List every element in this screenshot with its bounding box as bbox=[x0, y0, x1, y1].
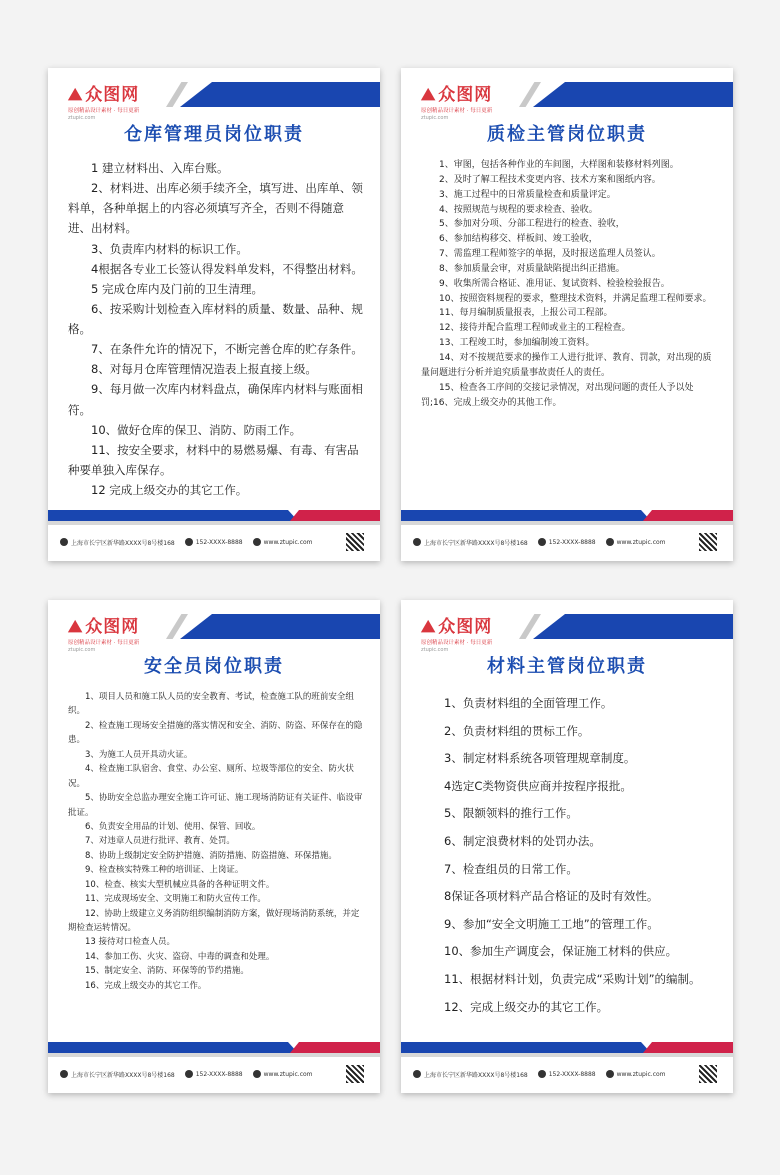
qr-code-icon bbox=[699, 533, 717, 551]
duty-item: 2、材料进、出库必须手续齐全，填写进、出库单、领料单，各种单据上的内容必须填写齐全，否则不得随意进、出材料。 bbox=[68, 181, 363, 236]
brand-site: ztupic.com bbox=[421, 647, 449, 653]
header-stripe-blue bbox=[533, 82, 733, 107]
header-stripe-grey bbox=[519, 614, 541, 639]
duty-item: 10、做好仓库的保卫、消防、防雨工作。 bbox=[91, 422, 302, 437]
duty-item: 11、完成现场安全、文明施工和防火宣传工作。 bbox=[85, 894, 266, 905]
duty-list bbox=[68, 158, 366, 500]
footer-stripe-blue bbox=[401, 510, 651, 521]
duty-item: 7、在条件允许的情况下，不断完善仓库的贮存条件。 bbox=[91, 342, 363, 357]
duty-list bbox=[421, 158, 719, 410]
phone-icon bbox=[185, 538, 193, 546]
duty-item: 3、制定材料系统各项管理规章制度。 bbox=[444, 751, 636, 766]
duty-item: 4、检查施工队宿舍、食堂、办公室、厕所、垃圾等部位的安全、防火状况。 bbox=[68, 764, 354, 789]
duty-item: 12、协助上级建立义务消防组织编制消防方案，做好现场消防系统，并定期检查运转情况。 bbox=[68, 908, 360, 933]
duty-item: 9、每月做一次库内材料盘点，确保库内材料与账面相符。 bbox=[68, 382, 363, 417]
duty-item: 5、协助安全总监办理安全施工许可证、施工现场消防证有关证件、临设审批证。 bbox=[68, 793, 363, 818]
duty-item: 12 完成上级交办的其它工作。 bbox=[91, 483, 248, 497]
footer-phone: 152-XXXX-8888 bbox=[548, 538, 596, 546]
duty-item: 5、限额领料的推行工作。 bbox=[444, 806, 578, 821]
footer-stripe-blue bbox=[401, 1042, 651, 1053]
brand-site: ztupic.com bbox=[421, 115, 449, 121]
safety-officer-poster bbox=[48, 600, 380, 1093]
warehouse-manager-poster bbox=[48, 68, 380, 561]
brand-tagline: 原创精品设计素材 · 每日更新 bbox=[68, 108, 140, 114]
duty-item: 8、协助上级制定安全防护措施、消防措施、防盗措施、环保措施。 bbox=[85, 850, 337, 861]
footer-website: www.ztupic.com bbox=[263, 1070, 313, 1078]
qc-supervisor-poster bbox=[401, 68, 733, 561]
duty-item: 9、参加“安全文明施工工地”的管理工作。 bbox=[444, 916, 659, 931]
location-icon bbox=[413, 538, 421, 546]
duty-list bbox=[421, 690, 719, 1021]
footer-website: www.ztupic.com bbox=[616, 538, 666, 546]
location-icon bbox=[60, 538, 68, 546]
duty-item: 12、接待并配合监理工程师或业主的工程检查。 bbox=[439, 323, 631, 334]
footer-stripe-blue bbox=[48, 1042, 298, 1053]
footer-website: www.ztupic.com bbox=[616, 1070, 666, 1078]
poster-title: 安全员岗位职责 bbox=[144, 656, 284, 677]
duty-item: 9、检查核实特殊工种的培训证、上岗证。 bbox=[85, 865, 244, 876]
duty-item: 15、检查各工序间的交接记录情况，对出现问题的责任人予以处罚;16、完成上级交办的其他工作。 bbox=[421, 382, 694, 408]
logo-mark-icon: ⛰ bbox=[68, 85, 84, 105]
duty-item: 7、检查组员的日常工作。 bbox=[444, 861, 578, 876]
phone-icon bbox=[185, 1070, 193, 1078]
footer-phone: 152-XXXX-8888 bbox=[195, 538, 243, 546]
poster-title: 材料主管岗位职责 bbox=[487, 656, 647, 677]
brand-name: 众图网 bbox=[85, 85, 140, 105]
poster-title: 质检主管岗位职责 bbox=[487, 124, 647, 145]
brand-tagline: 原创精品设计素材 · 每日更新 bbox=[68, 640, 140, 646]
footer-stripe-red bbox=[643, 510, 733, 521]
duty-item: 7、需监理工程师签字的单据，及时报送监理人员签认。 bbox=[439, 249, 661, 260]
brand-site: ztupic.com bbox=[68, 647, 96, 653]
logo-mark-icon: ⛰ bbox=[68, 617, 84, 637]
duty-item: 4根据各专业工长签认得发料单发料，不得整出材料。 bbox=[91, 261, 363, 276]
footer-stripe-blue bbox=[48, 510, 298, 521]
header-stripe-grey bbox=[519, 82, 541, 107]
phone-icon bbox=[538, 538, 546, 546]
brand-name: 众图网 bbox=[438, 617, 493, 637]
brand-logo bbox=[421, 80, 492, 121]
brand-name: 众图网 bbox=[85, 617, 140, 637]
brand-name: 众图网 bbox=[438, 85, 493, 105]
duty-item: 5、参加对分项、分部工程进行的检查、验收， bbox=[439, 219, 625, 230]
duty-item: 7、对违章人员进行批评、教育、处罚。 bbox=[85, 836, 235, 847]
logo-mark-icon: ⛰ bbox=[421, 85, 437, 105]
brand-tagline: 原创精品设计素材 · 每日更新 bbox=[421, 640, 493, 646]
duty-item: 1、审图，包括各种作业的车间图，大样图和装修材料列图。 bbox=[439, 160, 679, 170]
logo-mark-icon: ⛰ bbox=[421, 617, 437, 637]
location-icon bbox=[413, 1070, 421, 1078]
duty-item: 12、完成上级交办的其它工作。 bbox=[444, 999, 609, 1014]
materials-supervisor-poster bbox=[401, 600, 733, 1093]
duty-item: 10、参加生产调度会，保证施工材料的供应。 bbox=[444, 944, 678, 959]
brand-site: ztupic.com bbox=[68, 115, 96, 121]
duty-item: 10、按照资料规程的要求，整理技术资料，并满足监理工程师要求。 bbox=[439, 293, 712, 304]
duty-item: 14、对不按规范要求的操作工人进行批评、教育、罚款，对出现的质量问题进行分析并追究质量事故责任人的责任。 bbox=[421, 352, 712, 378]
footer-contact bbox=[60, 1063, 364, 1085]
location-icon bbox=[60, 1070, 68, 1078]
duty-item: 8、对每月仓库管理情况造表上报直接上级。 bbox=[91, 362, 317, 377]
duty-item: 2、及时了解工程技术变更内容、技术方案和图纸内容。 bbox=[439, 174, 661, 185]
duty-item: 6、负责安全用品的计划、使用、保管、回收。 bbox=[85, 821, 261, 832]
poster-title: 仓库管理员岗位职责 bbox=[124, 124, 304, 145]
duty-item: 3、为施工人员开具动火证。 bbox=[85, 749, 193, 760]
duty-item: 15、制定安全、消防、环保等的节约措施。 bbox=[85, 966, 249, 977]
footer-stripe-red bbox=[643, 1042, 733, 1053]
duty-item: 8保证各项材料产品合格证的及时有效性。 bbox=[444, 889, 659, 904]
footer-address: 上海市长宁区新华路XXXX号8号楼168 bbox=[71, 1071, 175, 1079]
duty-item: 10、检查、核实大型机械应具备的各种证明文件。 bbox=[85, 879, 275, 890]
duty-item: 11、每月编制质量报表，上报公司工程部。 bbox=[439, 308, 613, 319]
footer-phone: 152-XXXX-8888 bbox=[548, 1070, 596, 1078]
header-stripe-blue bbox=[180, 82, 380, 107]
footer-contact bbox=[413, 531, 717, 553]
duty-item: 14、参加工伤、火灾、盗窃、中毒的调查和处理。 bbox=[85, 951, 275, 962]
qr-code-icon bbox=[346, 533, 364, 551]
qr-code-icon bbox=[346, 1065, 364, 1083]
duty-item: 1、负责材料组的全面管理工作。 bbox=[444, 696, 613, 710]
footer-stripe-grey bbox=[401, 521, 733, 525]
duty-item: 16、完成上级交办的其它工作。 bbox=[85, 980, 207, 991]
duty-item: 6、按采购计划检查入库材料的质量、数量、品种、规格。 bbox=[68, 301, 363, 336]
footer-stripe-grey bbox=[401, 1053, 733, 1057]
brand-logo bbox=[421, 612, 492, 653]
duty-item: 5 完成仓库内及门前的卫生清理。 bbox=[91, 281, 263, 296]
duty-item: 9、收集所需合格证、准用证、复试资料、检验检验报告。 bbox=[439, 278, 670, 289]
brand-logo bbox=[68, 80, 139, 121]
footer-stripe-red bbox=[290, 1042, 380, 1053]
duty-item: 3、施工过程中的日常质量检查和质量评定。 bbox=[439, 189, 616, 200]
duty-item: 13 接待对口检查人员。 bbox=[85, 937, 176, 948]
footer-contact bbox=[413, 1063, 717, 1085]
phone-icon bbox=[538, 1070, 546, 1078]
footer-website: www.ztupic.com bbox=[263, 538, 313, 546]
footer-contact bbox=[60, 531, 364, 553]
duty-item: 11、按安全要求，材料中的易燃易爆、有毒、有害品种要单独入库保存。 bbox=[68, 442, 359, 477]
web-icon bbox=[606, 1070, 614, 1078]
duty-item: 8、参加质量会审，对质量缺陷提出纠正措施。 bbox=[439, 263, 625, 274]
web-icon bbox=[606, 538, 614, 546]
header-stripe-grey bbox=[166, 614, 188, 639]
duty-item: 3、负责库内材料的标识工作。 bbox=[91, 241, 248, 256]
duty-item: 6、制定浪费材料的处罚办法。 bbox=[444, 833, 601, 848]
footer-stripe-grey bbox=[48, 521, 380, 525]
duty-item: 1 建立材料出、入库台账。 bbox=[91, 161, 229, 175]
footer-address: 上海市长宁区新华路XXXX号8号楼168 bbox=[424, 1071, 528, 1079]
duty-item: 6、参加结构移交、样板间、竣工验收， bbox=[439, 234, 598, 245]
duty-item: 2、检查施工现场安全措施的落实情况和安全、消防、防盗、环保存在的隐患。 bbox=[68, 720, 363, 746]
duty-item: 4选定C类物资供应商并按程序报批。 bbox=[444, 778, 632, 793]
header-stripe-grey bbox=[166, 82, 188, 107]
duty-item: 13、工程竣工时，参加编制竣工资料。 bbox=[439, 338, 595, 349]
header-stripe-blue bbox=[180, 614, 380, 639]
brand-logo bbox=[68, 612, 139, 653]
web-icon bbox=[253, 538, 261, 546]
duty-item: 4、按照规范与规程的要求检查、验收。 bbox=[439, 204, 598, 215]
footer-address: 上海市长宁区新华路XXXX号8号楼168 bbox=[424, 539, 528, 547]
web-icon bbox=[253, 1070, 261, 1078]
header-stripe-blue bbox=[533, 614, 733, 639]
footer-stripe-grey bbox=[48, 1053, 380, 1057]
duty-item: 2、负责材料组的贯标工作。 bbox=[444, 723, 590, 738]
footer-address: 上海市长宁区新华路XXXX号8号楼168 bbox=[71, 539, 175, 547]
footer-phone: 152-XXXX-8888 bbox=[195, 1070, 243, 1078]
duty-item: 11、根据材料计划，负责完成“采购计划”的编制。 bbox=[444, 971, 701, 986]
duty-item: 1、项目人员和施工队人员的安全教育、考试，检查施工队的班前安全组织。 bbox=[68, 692, 354, 717]
brand-tagline: 原创精品设计素材 · 每日更新 bbox=[421, 108, 493, 114]
qr-code-icon bbox=[699, 1065, 717, 1083]
duty-list bbox=[68, 690, 366, 993]
footer-stripe-red bbox=[290, 510, 380, 521]
